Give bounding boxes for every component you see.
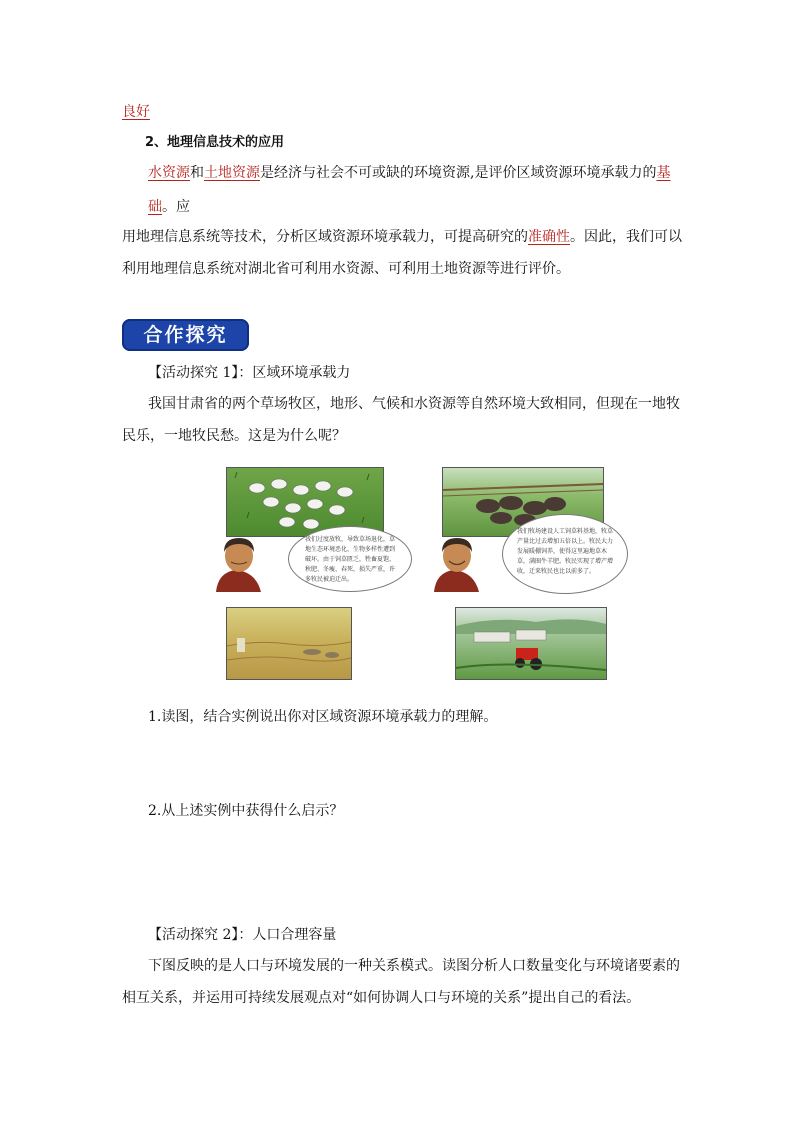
activity2-title: 【活动探究 2】：人口合理容量 bbox=[148, 927, 337, 943]
activity1-description-line2: 民乐，一地牧民愁。这是为什么呢？ bbox=[122, 428, 346, 444]
text-run: 。因此，我们可以 bbox=[570, 229, 682, 245]
activity1-description-line1: 我国甘肃省的两个草场牧区，地形、气候和水资源等自然环境大致相同，但现在一地牧 bbox=[148, 396, 680, 412]
paragraph-line-3 bbox=[122, 226, 682, 248]
text-run: 是经济与社会不可或缺的环境资源,是评价区域资源环境承载力的 bbox=[260, 165, 657, 181]
water-resource-link[interactable]: 水资源 bbox=[148, 165, 190, 181]
foundation-link-part1[interactable]: 基 bbox=[656, 165, 671, 181]
paragraph-line-4: 利用地理信息系统对湖北省可利用水资源、可利用土地资源等进行评价。 bbox=[122, 261, 570, 277]
question-1: 1.读图，结合实例说出你对区域资源环境承载力的理解。 bbox=[148, 709, 498, 725]
section-heading: 2、地理信息技术的应用 bbox=[145, 135, 285, 150]
foundation-link-part2[interactable]: 础 bbox=[148, 199, 162, 215]
activity1-title: 【活动探究 1】：区域环境承载力 bbox=[148, 365, 351, 381]
right-speech-bubble: 我们牧场建设人工饲草料基地，牧草产量比过去增加五倍以上。牧民大力发展暖棚饲养，使得这里遍地草木草，满圈牛羊肥。牧民实现了增产增收，迁来牧民也比以前多了。 bbox=[502, 514, 628, 594]
text-run: 和 bbox=[190, 165, 204, 181]
fragment-text: 良好 bbox=[122, 104, 150, 120]
left-speech-bubble: 我们过度放牧，导致草场退化，草地生态环境恶化，生物多样性遭到破坏。由于饲草匮乏，牲畜夏饱、秋肥、冬瘦、春死，损失严重，许多牧民被迫迁出。 bbox=[288, 526, 412, 592]
tractor-farm-illustration bbox=[455, 607, 607, 680]
activity2-description-line2: 相互关系，并运用可持续发展观点对“如何协调人口与环境的关系”提出自己的看法。 bbox=[122, 990, 641, 1006]
activity2-description-line1: 下图反映的是人口与环境发展的一种关系模式。读图分析人口数量变化与环境诸要素的 bbox=[148, 958, 680, 974]
paragraph-line-1 bbox=[148, 162, 670, 184]
accuracy-link[interactable]: 准确性 bbox=[528, 229, 570, 245]
paragraph-line-2 bbox=[148, 196, 190, 218]
desert-icon bbox=[227, 608, 351, 679]
text-run: 用地理信息系统等技术，分析区域资源环境承载力，可提高研究的 bbox=[122, 229, 528, 245]
cooperative-inquiry-badge: 合作探究 bbox=[122, 319, 249, 351]
land-resource-link[interactable]: 土地资源 bbox=[204, 165, 260, 181]
question-2: 2.从上述实例中获得什么启示？ bbox=[148, 803, 344, 819]
degraded-grassland-illustration bbox=[226, 607, 352, 680]
tractor-icon bbox=[456, 608, 606, 679]
text-run: 。应 bbox=[162, 199, 190, 215]
herdsman-right-icon bbox=[424, 532, 494, 592]
herdsman-left-icon bbox=[206, 532, 276, 592]
